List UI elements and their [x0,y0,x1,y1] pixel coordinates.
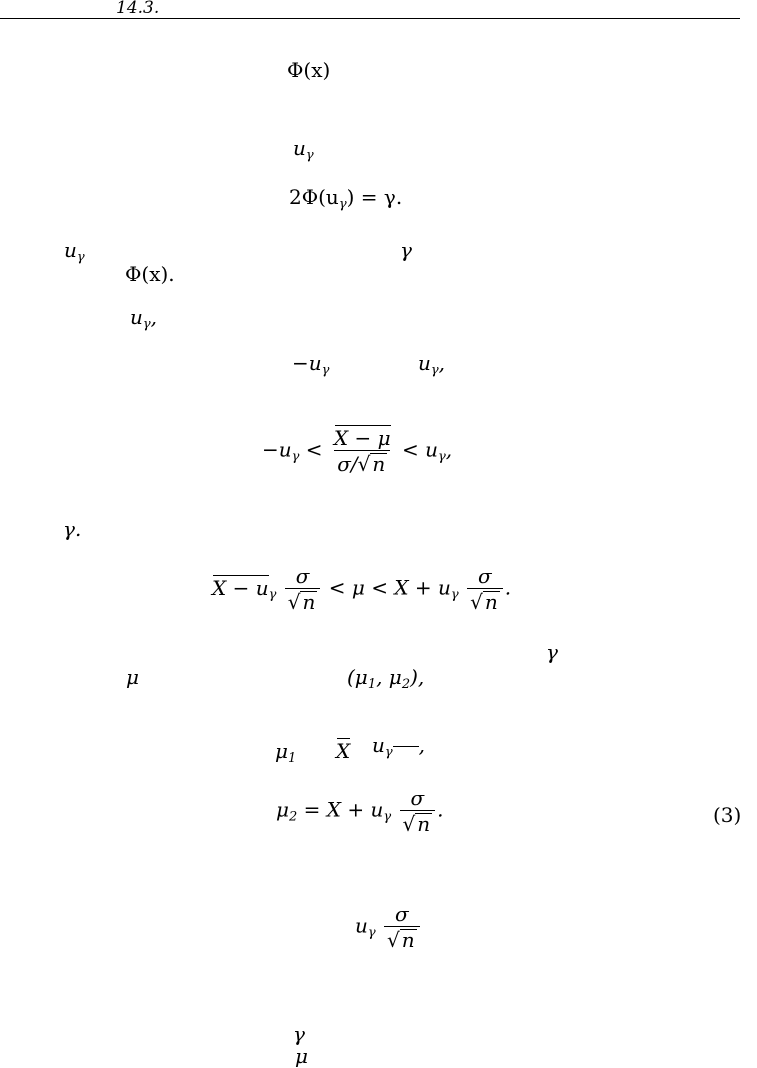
mu-bottom: μ [295,1044,308,1068]
mu1-equation: $\mu_1$ [275,739,297,766]
running-header [0,0,740,19]
equation-definition: $2\Phi(u_\gamma) = \gamma$. [289,185,403,212]
u-gamma-intro: $u_\gamma$ [293,136,314,163]
mu2-equation: $\mu_2 = X + u_\gamma$ σ √ n . [276,786,444,836]
gamma-right: γ [546,640,558,664]
phi-of-x-period: Φ(x). [125,262,175,286]
gamma-period: γ. [63,517,82,541]
u-gamma-comma: $u_\gamma$, [130,305,158,332]
confidence-interval-inequality: $X - u_\gamma$ σ √ n < $\mu < X + u_\gamma$ σ √ n . [212,564,512,614]
interval-mu1-mu2: ($\mu_1$, $\mu_2$), [347,665,425,692]
u-gamma-comma-2: $u_\gamma$, [418,351,446,378]
gamma-inline: γ [400,238,412,262]
standardized-fraction: X − μ σ/ √ n [333,426,391,476]
width-term: $u_\gamma$ σ √ n [355,904,422,956]
phi-of-x: Φ(x) [287,58,331,82]
equation-number: (3) [713,803,742,827]
neg-u-gamma: $-u_\gamma$ [292,351,330,378]
u-gamma-left: $u_\gamma$ [64,238,85,265]
u-gamma-mu1: $u_\gamma$ , [372,735,426,759]
gamma-bottom: γ [293,1022,305,1046]
section-number: 14.3. [116,0,160,18]
x-bar-mu1: X [336,739,351,763]
inequality-standardized: $-u_\gamma$ < X − μ σ/ √ n < $u_\gamma$, [262,426,453,476]
mu-left: μ [126,665,139,689]
